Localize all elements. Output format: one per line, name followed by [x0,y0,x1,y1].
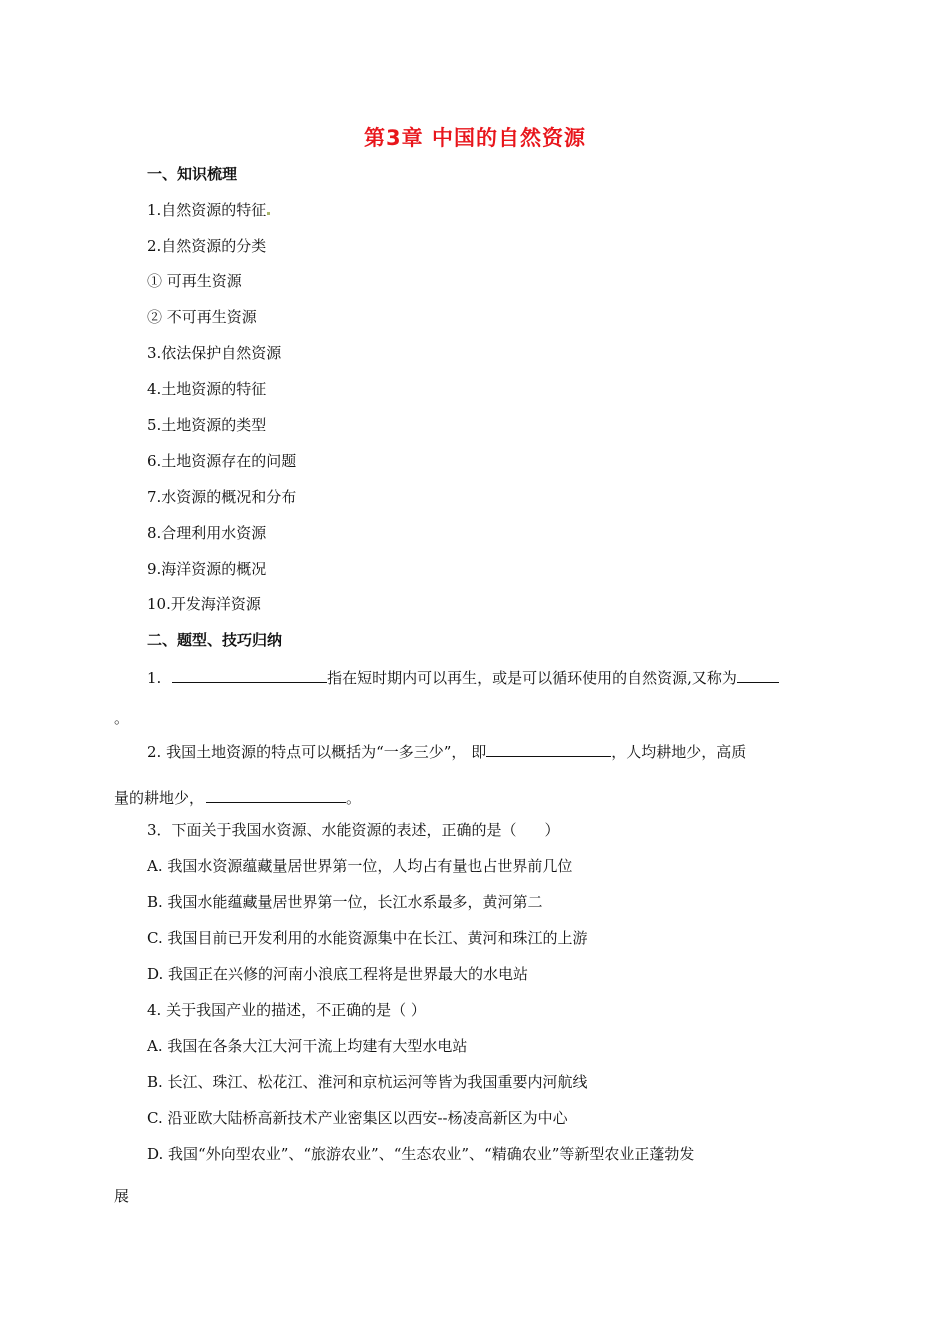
section-heading-question-types: 二、题型、技巧归纳 [147,631,283,649]
option-a: A. 我国在各条大江大河干流上均建有大型水电站 [147,1037,468,1055]
list-item: ① 可再生资源 [147,272,242,290]
option-d: D. 我国正在兴修的河南小浪底工程将是世界最大的水电站 [147,965,529,983]
list-item: 8.合理利用水资源 [147,524,267,542]
question-text: 我国土地资源的特点可以概括为“一多三少”， 即 [166,743,487,761]
option-c: C. 沿亚欧大陆桥高新技术产业密集区以西安--杨凌高新区为中心 [147,1109,568,1127]
question-text: 指在短时期内可以再生，或是可以循环使用的自然资源,又称为 [327,669,737,687]
question-1 [147,666,779,688]
question-number: 1. [147,669,162,687]
option-a: A. 我国水资源蕴藏量居世界第一位，人均占有量也占世界前几位 [147,857,573,875]
list-item: 9.海洋资源的概况 [147,560,267,578]
list-item: 4.土地资源的特征 [147,380,267,398]
option-d: D. 我国“外向型农业”、“旅游农业”、“生态农业”、“精确农业”等新型农业正蓬勃发 [147,1145,695,1163]
fill-blank [486,740,611,757]
option-b: B. 长江、珠江、松花江、淮河和京杭运河等皆为我国重要内河航线 [147,1073,588,1091]
question-number: 2. [147,743,162,761]
page-title: 第3章 中国的自然资源 [364,126,586,150]
list-item: 10.开发海洋资源 [147,595,261,613]
list-item: 1.自然资源的特征 [147,200,271,220]
question-2-cont: 量的耕地少， 。 [114,786,361,808]
question-text: ，人均耕地少，高质 [611,743,747,761]
option-c: C. 我国目前已开发利用的水能资源集中在长江、黄河和珠江的上游 [147,929,588,947]
section-heading-knowledge: 一、知识梳理 [147,165,238,183]
list-item: 6.土地资源存在的问题 [147,452,297,470]
option-b: B. 我国水能蕴藏量居世界第一位，长江水系最多，黄河第二 [147,893,543,911]
question-3: 3．下面关于我国水资源、水能资源的表述，正确的是（ ） [147,821,560,839]
fill-blank [206,786,346,803]
option-d-cont: 展 [114,1187,130,1205]
fill-blank [172,666,327,683]
list-item: ② 不可再生资源 [147,308,257,326]
list-item: 3.依法保护自然资源 [147,344,282,362]
list-item: 7.水资源的概况和分布 [147,488,297,506]
question-2 [147,740,746,762]
question-4: 4. 关于我国产业的描述，不正确的是（ ） [147,1001,426,1019]
fill-blank [737,666,779,683]
question-1-end: 。 [114,709,130,727]
list-item: 5.土地资源的类型 [147,416,267,434]
list-item: 2.自然资源的分类 [147,237,267,255]
